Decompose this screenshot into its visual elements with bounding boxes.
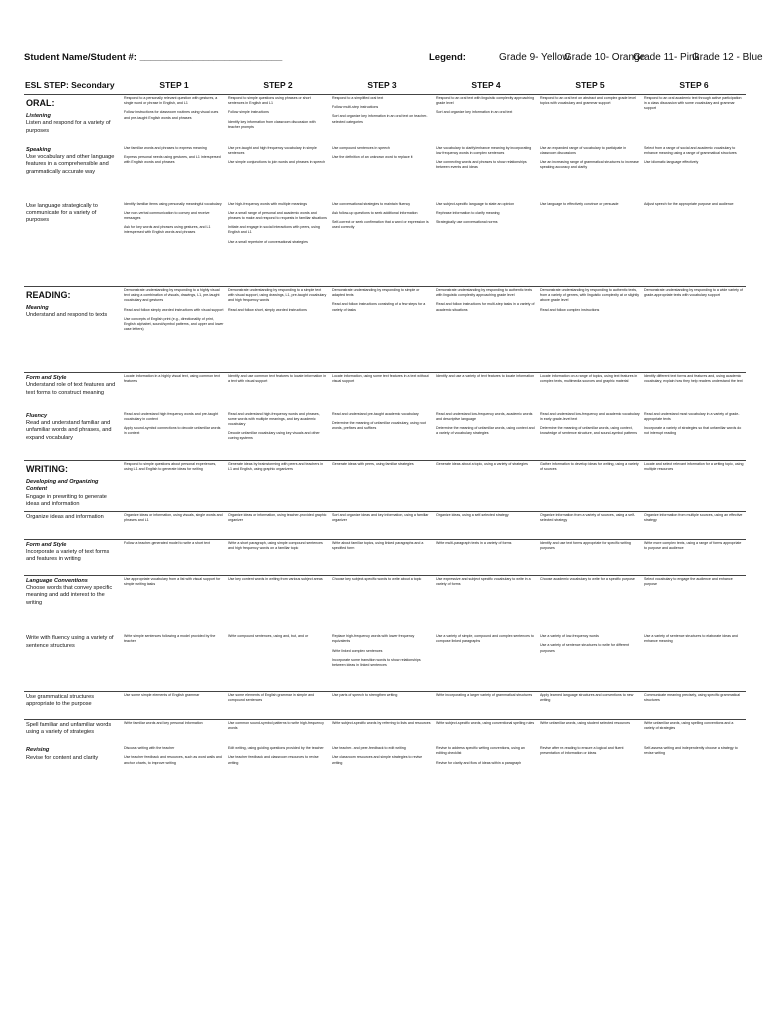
strand-label: Language Conventions xyxy=(26,577,88,584)
descriptor-cell-step-1 xyxy=(122,411,226,461)
descriptor: Use a variety of sentence structures to elaborate ideas and enhance meaning xyxy=(644,634,738,644)
column-header-step-3: STEP 3 xyxy=(330,78,434,95)
descriptor: Sort and organize key information in an oral text on teacher-selected categories xyxy=(332,114,428,124)
descriptor: Respond to an oral text with linguistic complexity approaching grade level xyxy=(436,96,535,106)
descriptor: Use an expanded range of vocabulary to participate in classroom discussions xyxy=(540,145,627,155)
descriptor: Use key content words in writing from various subject areas xyxy=(228,576,323,581)
expectation-label: Organize ideas and information xyxy=(26,513,104,520)
table-row xyxy=(24,95,746,145)
descriptor: Organize information from a variety of sources, using a self-selected strategy xyxy=(540,512,636,522)
descriptor-cell-step-6 xyxy=(642,461,746,512)
descriptor: Locate information in a highly visual text, using common text features xyxy=(124,374,220,384)
descriptor: Adjust speech for the appropriate purpose and audience xyxy=(644,201,734,206)
row-label xyxy=(24,511,122,539)
descriptor: Initiate and engage in social interactions with peers, using English and L1 xyxy=(228,225,320,235)
descriptor: Determine the meaning of unfamiliar words, using context, knowledge of sentence structure, and sound-symbol patterns xyxy=(540,425,638,436)
descriptor: Edit writing, using guiding questions provided by the teacher xyxy=(228,746,324,751)
legend-grade-12: Grade 12 - Blue xyxy=(692,52,763,63)
section-heading: READING: xyxy=(26,290,71,300)
descriptor: Organize ideas or information, using teacher-provided graphic organizer xyxy=(228,512,327,522)
descriptor: Use non-verbal communication to convey and receive messages xyxy=(124,210,210,220)
expectation-label: Use grammatical structures appropriate to the purpose xyxy=(26,693,95,708)
descriptor: Use an increasing range of grammatical structures to increase speaking accuracy and clarity xyxy=(540,159,639,170)
descriptor: Write familiar words and key personal information xyxy=(124,720,203,725)
descriptor-cell-step-6 xyxy=(642,411,746,461)
expectation-label: Choose words that convey specific meaning and add interest to the writing xyxy=(26,585,113,606)
table-row xyxy=(24,201,746,287)
descriptor: Respond to simple questions about personal experiences, using L1 and English to generate ideas for writing xyxy=(124,462,217,472)
descriptor: Ask follow-up questions to seek additional information xyxy=(332,210,418,215)
descriptor: Use some elements of English grammar in simple and compound sentences xyxy=(228,692,315,702)
descriptor: Follow a teacher-generated model to write a short text xyxy=(124,540,210,545)
descriptor-cell-step-4 xyxy=(434,411,538,461)
descriptor: Read and follow simply worded instructions with visual support xyxy=(124,307,224,312)
descriptor: Sort and organize key information in an oral text xyxy=(436,110,513,115)
descriptor-cell-step-4 xyxy=(434,691,538,719)
descriptor: Revise after re-reading to ensure a logical and fluent presentation of information or ideas xyxy=(540,746,624,756)
descriptor-cell-step-3 xyxy=(330,691,434,719)
descriptor-cell-step-2 xyxy=(226,411,330,461)
column-header-step-5: STEP 5 xyxy=(538,78,642,95)
descriptor: Read and follow instructions for multi-step tasks in a variety of academic situations xyxy=(436,302,535,312)
descriptor-cell-step-1 xyxy=(122,373,226,411)
descriptor: Use appropriate vocabulary from a list with visual support for simple writing tasks xyxy=(124,576,221,586)
descriptor: Use idiomatic language effectively xyxy=(644,159,699,164)
descriptor-cell-step-4 xyxy=(434,461,538,512)
descriptor: Use parts of speech to strengthen writing xyxy=(332,692,398,697)
descriptor-cell-step-5 xyxy=(538,539,642,575)
expectation-label: Engage in prewriting to generate ideas and information xyxy=(26,493,107,508)
descriptor: Decode unfamiliar vocabulary using key visuals and other cueing systems xyxy=(228,431,320,441)
descriptor-cell-step-5 xyxy=(538,411,642,461)
expectation-label: Listen and respond for a variety of purposes xyxy=(26,120,111,134)
strand-label: Form and Style xyxy=(26,541,67,548)
table-row xyxy=(24,373,746,411)
descriptor-cell-step-4 xyxy=(434,287,538,373)
descriptor: Write subject-specific words, using conventional spelling rules xyxy=(436,720,535,725)
row-label xyxy=(24,745,122,785)
descriptor-cell-step-2 xyxy=(226,745,330,785)
descriptor: Locate and select relevant information for a writing topic, using multiple resources xyxy=(644,462,744,472)
descriptor-cell-step-3 xyxy=(330,95,434,145)
descriptor-cell-step-2 xyxy=(226,201,330,287)
descriptor: Identify key information from classroom discussion with teacher prompts xyxy=(228,119,316,129)
descriptor: Strategically use conversational norms xyxy=(436,219,498,224)
table-row xyxy=(24,145,746,201)
descriptor-cell-step-2 xyxy=(226,373,330,411)
descriptor: Use familiar words and phrases to express meaning xyxy=(124,145,207,150)
descriptor: Follow instructions for classroom routines using visual cues and pre-taught English words and phrases xyxy=(124,110,219,120)
descriptor-cell-step-1 xyxy=(122,691,226,719)
row-label xyxy=(24,201,122,287)
descriptor: Select vocabulary to engage the audience and enhance purpose xyxy=(644,576,733,586)
descriptor: Write a short paragraph, using simple compound sentences and high frequency words on a familiar topic xyxy=(228,540,323,550)
descriptor: Determine the meaning of unfamiliar vocabulary, using root words, prefixes and suffixes xyxy=(332,420,426,430)
descriptor-cell-step-3 xyxy=(330,745,434,785)
descriptor: Generate ideas about a topic, using a variety of strategies xyxy=(436,462,528,466)
descriptor-cell-step-6 xyxy=(642,691,746,719)
descriptor: Read and understand pre-taught academic vocabulary xyxy=(332,411,419,416)
descriptor-cell-step-5 xyxy=(538,511,642,539)
descriptor: Write subject-specific words by referring to lists and resources xyxy=(332,720,431,725)
descriptor: Read and understand high frequency words and pre-taught vocabulary in context xyxy=(124,411,219,421)
descriptor: Ask for key words and phrases using gestures, and L1 interspersed with English words and phrases xyxy=(124,225,211,235)
descriptor: Write unfamiliar words, using student selected resources xyxy=(540,720,631,725)
expectation-label: Use vocabulary and other language features in a comprehensible and grammatically accurate way xyxy=(26,153,115,175)
descriptor-cell-step-5 xyxy=(538,373,642,411)
descriptor: Read and follow complex instructions xyxy=(540,307,600,312)
descriptor-cell-step-6 xyxy=(642,719,746,745)
descriptor-cell-step-6 xyxy=(642,95,746,145)
descriptor: Use teacher feedback and classroom resources to revise writing xyxy=(228,755,319,765)
descriptor: Generate ideas by brainstorming with peers and teachers in L1 and English, using graphic organizers xyxy=(228,462,324,472)
descriptor: Write unfamiliar words, using spelling conventions and a variety of strategies xyxy=(644,720,734,730)
descriptor-cell-step-3 xyxy=(330,373,434,411)
descriptor-cell-step-1 xyxy=(122,201,226,287)
descriptor: Communicate meaning precisely, using specific grammatical structures xyxy=(644,692,741,702)
legend-grade-9: Grade 9- Yellow xyxy=(499,52,570,63)
descriptor: Write more complex texts, using a range of forms appropriate to purpose and audience xyxy=(644,540,742,550)
descriptor: Incorporate a variety of strategies so that unfamiliar words do not interrupt reading xyxy=(644,425,742,436)
descriptor-cell-step-5 xyxy=(538,145,642,201)
descriptor: Use expressive and subject specific vocabulary to write in a variety of forms xyxy=(436,576,531,586)
descriptor-cell-step-1 xyxy=(122,745,226,785)
descriptor-cell-step-4 xyxy=(434,511,538,539)
descriptor: Use concepts of English print (e.g., directionality of print, English alphabet, sound/symbol patterns, and upper and lower case letters) xyxy=(124,316,224,332)
descriptor: Write multi-paragraph texts in a variety of forms xyxy=(436,540,512,545)
descriptor: Use a variety of low-frequency words xyxy=(540,634,599,639)
strand-label: Fluency xyxy=(26,412,48,419)
descriptor: Write compound sentences, using and, but, and or xyxy=(228,634,309,639)
strand-label: Developing and Organizing Content xyxy=(26,479,99,493)
descriptor: Generate ideas with peers, using familiar strategies xyxy=(332,462,414,466)
descriptor-cell-step-1 xyxy=(122,461,226,512)
column-header-step-1: STEP 1 xyxy=(122,78,226,95)
descriptor: Organize ideas, using a self-selected strategy xyxy=(436,512,509,517)
descriptor-cell-step-2 xyxy=(226,511,330,539)
descriptor: Locate information on a range of topics, using text features in complex texts, multimedia sources and graphic material xyxy=(540,374,638,384)
descriptor-cell-step-1 xyxy=(122,287,226,373)
column-header-step-2: STEP 2 xyxy=(226,78,330,95)
descriptor-cell-step-6 xyxy=(642,145,746,201)
row-label xyxy=(24,95,122,145)
descriptor: Identify and use common text features to locate information in a text with visual support xyxy=(228,374,327,384)
strand-label: Listening xyxy=(26,113,51,119)
descriptor: Read and understand low-frequency and academic vocabulary in early grade-level text xyxy=(540,411,640,421)
descriptor-cell-step-6 xyxy=(642,745,746,785)
page-header xyxy=(24,52,763,68)
column-header-step-4: STEP 4 xyxy=(434,78,538,95)
descriptor: Use conversational strategies to maintain fluency xyxy=(332,201,411,206)
descriptor: Gather information to develop ideas for writing, using a variety of sources xyxy=(540,462,639,472)
descriptor-cell-step-2 xyxy=(226,633,330,691)
descriptor-cell-step-5 xyxy=(538,95,642,145)
descriptor-cell-step-4 xyxy=(434,745,538,785)
descriptor: Identify and use a variety of text features to locate information xyxy=(436,374,535,378)
row-label xyxy=(24,575,122,633)
descriptor-cell-step-5 xyxy=(538,201,642,287)
expectation-label: Write with fluency using a variety of sentence structures xyxy=(26,635,114,649)
descriptor-cell-step-1 xyxy=(122,575,226,633)
descriptor: Demonstrate understanding by responding to a wide variety of grade-appropriate texts with vocabulary support xyxy=(644,288,743,298)
descriptor: Write about familiar topics, using linked paragraphs and a specified form xyxy=(332,540,424,550)
descriptor-cell-step-3 xyxy=(330,539,434,575)
descriptor: Follow simple instructions xyxy=(228,110,269,115)
descriptor: Use simple conjunctions to join words and phrases in speech xyxy=(228,159,326,164)
descriptor-cell-step-4 xyxy=(434,575,538,633)
descriptor-cell-step-4 xyxy=(434,719,538,745)
descriptor: Use teacher feedback and resources, such as word walls and anchor charts, to improve writing xyxy=(124,755,222,765)
descriptor: Use language to effectively convince or persuade xyxy=(540,201,619,206)
table-row xyxy=(24,539,746,575)
descriptor: Read and follow instructions consisting of a few steps for a variety of tasks xyxy=(332,302,426,312)
descriptor: Follow multi-step instructions xyxy=(332,105,379,110)
descriptor: Read and understand high-frequency words and phrases, some words with multiple meanings, and key academic vocabulary xyxy=(228,411,320,426)
descriptor: Select from a range of social and academic vocabulary to enhance meaning using a range of grammatical structures xyxy=(644,145,737,155)
section-heading: WRITING: xyxy=(26,464,68,474)
descriptor: Demonstrate understanding by responding to a simple text with visual support, using drawings, L1, pre-taught vocabulary and high frequency words xyxy=(228,288,327,303)
strand-label: Meaning xyxy=(26,305,49,311)
table-row xyxy=(24,745,746,785)
row-label xyxy=(24,145,122,201)
descriptor-cell-step-3 xyxy=(330,719,434,745)
descriptor: Write simple sentences following a model provided by the teacher xyxy=(124,634,216,644)
descriptor-cell-step-3 xyxy=(330,575,434,633)
descriptor-cell-step-1 xyxy=(122,95,226,145)
section-heading: ORAL: xyxy=(26,98,55,108)
descriptor-cell-step-6 xyxy=(642,575,746,633)
descriptor: Use a variety of simple, compound and complex sentences to compose linked paragraphs xyxy=(436,634,534,644)
descriptor: Self-correct or seek confirmation that a word or expression is used correctly xyxy=(332,219,429,230)
descriptor: Apply sound-symbol connections to decode unfamiliar words in context xyxy=(124,425,221,436)
descriptor: Use a variety of sentence structures to write for different purposes xyxy=(540,643,630,653)
expectation-label: Understand and respond to texts xyxy=(26,312,108,319)
descriptor-cell-step-6 xyxy=(642,373,746,411)
descriptor: Replace high-frequency words with lower frequency equivalents xyxy=(332,634,415,644)
descriptor-cell-step-2 xyxy=(226,145,330,201)
descriptor: Revise for clarity and flow of ideas within a paragraph xyxy=(436,760,522,765)
descriptor-cell-step-2 xyxy=(226,575,330,633)
descriptor: Respond to simple questions using phrases or short sentences in English and L1 xyxy=(228,96,311,106)
descriptor: Apply learned language structures and conventions to new writing xyxy=(540,692,634,702)
descriptor: Incorporate some transition words to show relationships between ideas in linked sentences xyxy=(332,657,421,667)
descriptor-cell-step-1 xyxy=(122,719,226,745)
descriptor-cell-step-3 xyxy=(330,461,434,512)
descriptor-cell-step-6 xyxy=(642,287,746,373)
row-label xyxy=(24,373,122,411)
strand-label: Form and Style xyxy=(26,375,67,381)
descriptor: Use the definition of an unknown word to replace it xyxy=(332,154,413,159)
descriptor: Demonstrate understanding by responding to authentic texts with linguistic complexity approaching grade level xyxy=(436,288,533,298)
strand-label: Revising xyxy=(26,747,50,754)
descriptor: Use some simple elements of English grammar xyxy=(124,692,200,697)
descriptor-cell-step-3 xyxy=(330,511,434,539)
row-label xyxy=(24,719,122,745)
table-row xyxy=(24,411,746,461)
descriptor-cell-step-2 xyxy=(226,691,330,719)
descriptor: Use classroom resources and simple strategies to revise writing xyxy=(332,755,423,765)
descriptor: Use subject-specific language to state an opinion xyxy=(436,201,515,206)
descriptor-cell-step-3 xyxy=(330,145,434,201)
descriptor: Respond to a personally relevant question with gestures, a single word or phrase in English, and L1 xyxy=(124,96,218,106)
table-row xyxy=(24,633,746,691)
row-label xyxy=(24,287,122,373)
strand-label: Speaking xyxy=(26,146,51,153)
expectation-label: Revise for content and clarity xyxy=(26,754,99,761)
row-label xyxy=(24,633,122,691)
descriptor: Respond to an oral academic text through active participation in a class discussion with some vocabulary and grammar support xyxy=(644,96,742,111)
descriptor: Use connecting words and phrases to show relationships between events and ideas xyxy=(436,159,527,170)
descriptor-cell-step-3 xyxy=(330,633,434,691)
descriptor-cell-step-5 xyxy=(538,691,642,719)
column-header-step-6: STEP 6 xyxy=(642,78,746,95)
descriptor-cell-step-4 xyxy=(434,95,538,145)
expectation-label: Incorporate a variety of text forms and features in writing xyxy=(26,549,110,563)
rubric-body xyxy=(24,95,746,786)
table-row xyxy=(24,575,746,633)
descriptor: Self-assess writing and independently choose a strategy to revise writing xyxy=(644,746,738,756)
table-row xyxy=(24,287,746,373)
descriptor: Read and follow short, simply worded instructions xyxy=(228,307,307,312)
descriptor: Respond to a simplified oral text xyxy=(332,96,384,100)
descriptor-cell-step-1 xyxy=(122,539,226,575)
descriptor: Identify different text forms and features and, using academic vocabulary, explain how they help readers understand the text xyxy=(644,374,743,384)
descriptor: Rephrase information to clarify meaning xyxy=(436,210,500,215)
descriptor-cell-step-4 xyxy=(434,539,538,575)
descriptor: Revise to address specific writing conventions, using an editing checklist xyxy=(436,746,525,756)
descriptor-cell-step-4 xyxy=(434,633,538,691)
descriptor: Write linked complex sentences xyxy=(332,648,383,653)
descriptor-cell-step-3 xyxy=(330,411,434,461)
descriptor: Locate information, using some text features in a text without visual support xyxy=(332,374,429,384)
descriptor-cell-step-2 xyxy=(226,539,330,575)
descriptor: Identify and use text forms appropriate for specific writing purposes xyxy=(540,540,631,550)
row-label xyxy=(24,461,122,512)
descriptor: Use teacher- and peer-feedback to edit writing xyxy=(332,746,406,751)
descriptor: Choose academic vocabulary to write for a specific purpose xyxy=(540,576,635,581)
table-row xyxy=(24,719,746,745)
descriptor-cell-step-4 xyxy=(434,373,538,411)
column-header-esl-step: ESL STEP: Secondary xyxy=(24,78,122,95)
descriptor: Write incorporating a larger variety of grammatical structures xyxy=(436,692,533,697)
descriptor: Use vocabulary to clarify/enhance meaning by incorporating low frequency words in complex sentences xyxy=(436,145,532,155)
descriptor: Organize ideas or information, using visuals, single words and phrases and L1 xyxy=(124,512,223,522)
table-row xyxy=(24,691,746,719)
descriptor: Organize information from multiple sources, using an effective strategy xyxy=(644,512,743,522)
expectation-label: Understand role of text features and text forms to construct meaning xyxy=(26,382,116,396)
descriptor: Read and understand low-frequency words, academic words and descriptive language xyxy=(436,411,533,421)
descriptor: Use a small repertoire of conversational strategies xyxy=(228,239,308,244)
descriptor-cell-step-2 xyxy=(226,719,330,745)
descriptor: Demonstrate understanding by responding to a highly visual text using a combination of visuals, drawings, L1, pre-taught vocabulary and gestures xyxy=(124,288,220,303)
descriptor: Use a small range of personal and academic words and phrases to make and respond to requests in familiar situations xyxy=(228,210,327,220)
descriptor-cell-step-2 xyxy=(226,287,330,373)
descriptor-cell-step-2 xyxy=(226,95,330,145)
descriptor: Sort and organize ideas and key information, using a familiar organizer xyxy=(332,512,429,522)
legend-grade-11: Grade 11- Pink xyxy=(633,52,700,63)
descriptor: Use pre-taught and high frequency vocabulary in simple sentences xyxy=(228,145,317,155)
descriptor-cell-step-3 xyxy=(330,201,434,287)
expectation-label: Read and understand familiar and unfamiliar words and phrases, and expand vocabulary xyxy=(26,419,112,441)
descriptor: Demonstrate understanding by responding to authentic texts, from a variety of genres, with linguistic complexity at or slightly above grade level xyxy=(540,288,640,303)
descriptor-cell-step-5 xyxy=(538,287,642,373)
descriptor-cell-step-1 xyxy=(122,511,226,539)
table-row xyxy=(24,511,746,539)
descriptor: Determine the meaning of unfamiliar words, using context and a variety of vocabulary strategies xyxy=(436,425,535,436)
descriptor-cell-step-5 xyxy=(538,745,642,785)
esl-steps-table xyxy=(24,78,746,785)
descriptor: Demonstrate understanding by responding to simple or adapted texts xyxy=(332,288,420,298)
descriptor-cell-step-5 xyxy=(538,719,642,745)
row-label xyxy=(24,539,122,575)
descriptor-cell-step-2 xyxy=(226,461,330,512)
descriptor-cell-step-4 xyxy=(434,145,538,201)
row-label xyxy=(24,411,122,461)
descriptor-cell-step-5 xyxy=(538,575,642,633)
descriptor: Identify familiar items using personally meaningful vocabulary xyxy=(124,201,222,206)
descriptor: Express personal needs using gestures, and L1 interspersed with English words and phrases xyxy=(124,154,221,164)
descriptor: Choose key subject-specific words to write about a topic xyxy=(332,576,422,581)
table-row xyxy=(24,461,746,512)
descriptor-cell-step-1 xyxy=(122,145,226,201)
descriptor-cell-step-5 xyxy=(538,461,642,512)
descriptor: Respond to an oral text on abstract and complex grade level topics with vocabulary and grammar support xyxy=(540,96,636,106)
descriptor-cell-step-3 xyxy=(330,287,434,373)
expectation-label: Spell familiar and unfamiliar words using a variety of strategies xyxy=(26,721,112,736)
descriptor-cell-step-5 xyxy=(538,633,642,691)
descriptor: Use common sound-symbol patterns to write high-frequency words xyxy=(228,720,324,730)
descriptor-cell-step-6 xyxy=(642,201,746,287)
header-row xyxy=(24,78,746,95)
descriptor: Read and understand most vocabulary in a variety of grade-appropriate texts xyxy=(644,411,740,421)
row-label xyxy=(24,691,122,719)
legend-label: Legend: xyxy=(429,52,466,63)
descriptor-cell-step-4 xyxy=(434,201,538,287)
descriptor: Use high-frequency words with multiple meanings xyxy=(228,201,308,206)
legend-grade-10: Grade 10- Orange xyxy=(564,52,646,63)
descriptor: Discuss writing with the teacher xyxy=(124,746,175,751)
descriptor-cell-step-1 xyxy=(122,633,226,691)
descriptor-cell-step-6 xyxy=(642,633,746,691)
descriptor-cell-step-6 xyxy=(642,511,746,539)
descriptor-cell-step-6 xyxy=(642,539,746,575)
student-name-line[interactable]: Student Name/Student #: ___________________________ xyxy=(24,52,283,63)
descriptor: Use compound sentences in speech xyxy=(332,145,390,150)
expectation-label: Use language strategically to communicate for a variety of purposes xyxy=(26,202,98,224)
